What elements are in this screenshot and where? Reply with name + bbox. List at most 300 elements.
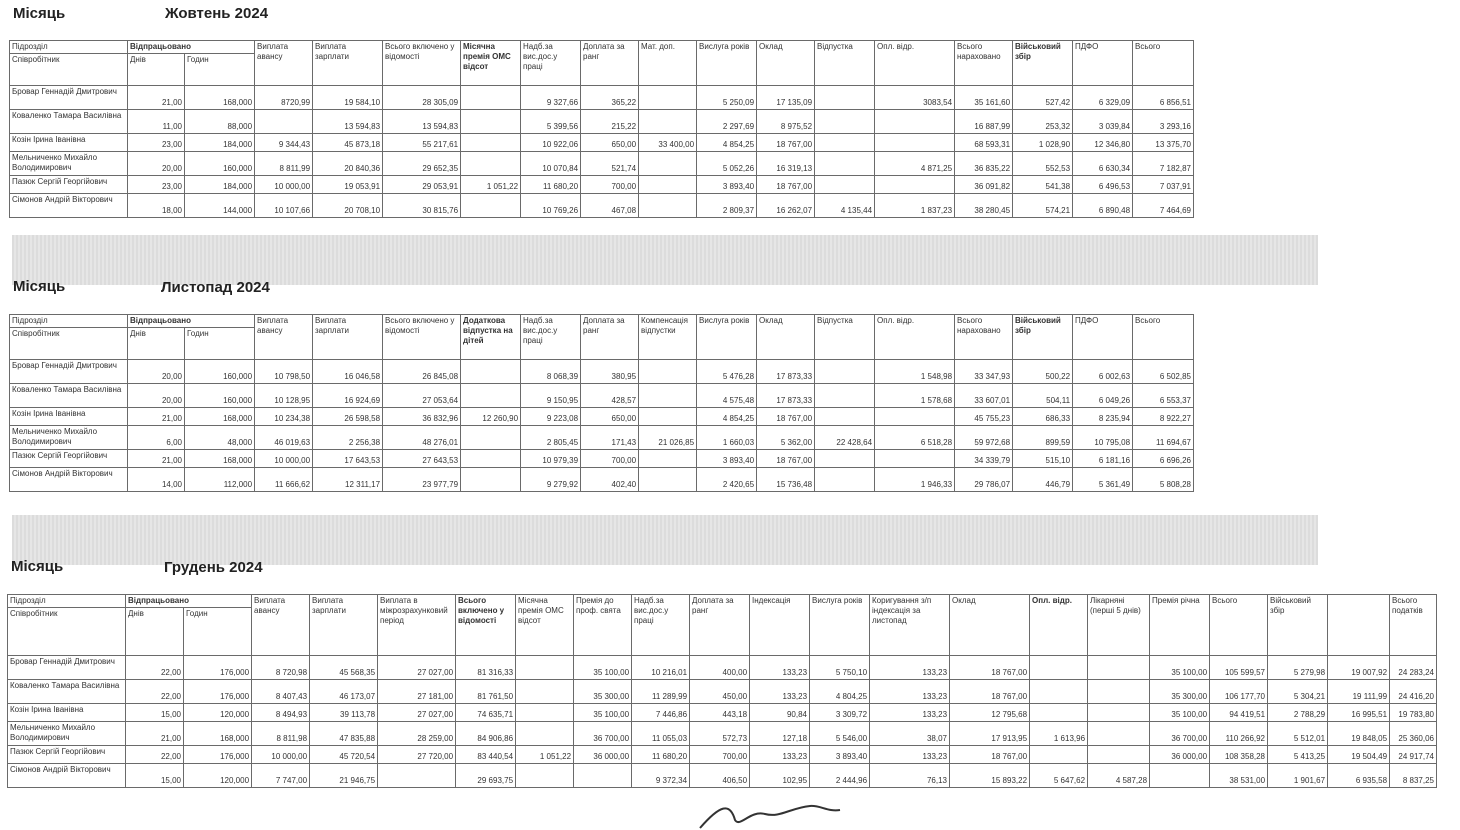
- table-cell: 2 256,38: [313, 426, 383, 450]
- table-cell: 35 100,00: [1150, 704, 1210, 722]
- table-cell: 17 643,53: [313, 450, 383, 468]
- table-cell: [461, 86, 521, 110]
- table-cell: 27 181,00: [378, 680, 456, 704]
- table-cell: [815, 134, 875, 152]
- table-cell: 14,00: [128, 468, 185, 492]
- table-cell: 11 680,20: [632, 746, 690, 764]
- table-cell: 1 548,98: [875, 360, 955, 384]
- table-cell: 36 000,00: [574, 746, 632, 764]
- header-column: Оклад: [757, 41, 815, 86]
- table-cell: 35 100,00: [574, 656, 632, 680]
- table-cell: 1 660,03: [697, 426, 757, 450]
- table-cell: 10 000,00: [255, 450, 313, 468]
- table-cell: 6 856,51: [1133, 86, 1194, 110]
- employee-name: Коваленко Тамара Василівна: [8, 680, 126, 704]
- table-cell: 5 647,62: [1030, 764, 1088, 788]
- table-cell: 700,00: [581, 176, 639, 194]
- table-cell: 9 223,08: [521, 408, 581, 426]
- table-cell: [378, 764, 456, 788]
- table-cell: 6 696,26: [1133, 450, 1194, 468]
- table-cell: 20 840,36: [313, 152, 383, 176]
- header-employee: Співробітник: [10, 54, 128, 86]
- table-cell: 11 289,99: [632, 680, 690, 704]
- header-column: Всього включено у відомості: [456, 595, 516, 656]
- table-cell: 18 767,00: [757, 450, 815, 468]
- table-cell: 133,23: [750, 746, 810, 764]
- header-worked: Відпрацьовано: [126, 595, 252, 608]
- table-cell: 133,23: [750, 656, 810, 680]
- table-cell: 35 300,00: [574, 680, 632, 704]
- header-column: Доплата за ранг: [581, 315, 639, 360]
- table-cell: [1030, 656, 1088, 680]
- table-cell: [639, 86, 697, 110]
- table-cell: 16 319,13: [757, 152, 815, 176]
- table-cell: 9 327,66: [521, 86, 581, 110]
- table-cell: 20,00: [128, 360, 185, 384]
- table-cell: 160,000: [185, 384, 255, 408]
- header-column: Оклад: [757, 315, 815, 360]
- table-cell: 36 700,00: [574, 722, 632, 746]
- table-cell: 5 361,49: [1073, 468, 1133, 492]
- table-cell: 10 107,66: [255, 194, 313, 218]
- table-cell: 3 893,40: [697, 450, 757, 468]
- table-cell: 127,18: [750, 722, 810, 746]
- table-cell: 18,00: [128, 194, 185, 218]
- header-column: Відпустка: [815, 315, 875, 360]
- table-cell: 2 420,65: [697, 468, 757, 492]
- header-column: Коригування з/п індексація за листопад: [870, 595, 950, 656]
- table-cell: 26 845,08: [383, 360, 461, 384]
- table-cell: 4 854,25: [697, 134, 757, 152]
- table-cell: 215,22: [581, 110, 639, 134]
- table-cell: 23,00: [128, 134, 185, 152]
- table-cell: 18 767,00: [757, 176, 815, 194]
- table-cell: [1088, 722, 1150, 746]
- header-column: Всього включено у відомості: [383, 315, 461, 360]
- table-cell: [461, 468, 521, 492]
- table-cell: 36 700,00: [1150, 722, 1210, 746]
- table-cell: 7 182,87: [1133, 152, 1194, 176]
- table-cell: 33 607,01: [955, 384, 1013, 408]
- table-cell: 12 311,17: [313, 468, 383, 492]
- table-cell: 160,000: [185, 152, 255, 176]
- table-row: [10, 384, 1194, 408]
- table-cell: [1030, 746, 1088, 764]
- table-cell: 18 767,00: [950, 656, 1030, 680]
- table-cell: [1088, 656, 1150, 680]
- table-cell: [815, 86, 875, 110]
- table-cell: 22,00: [126, 746, 184, 764]
- table-cell: 521,74: [581, 152, 639, 176]
- table-cell: 5 279,98: [1268, 656, 1328, 680]
- table-cell: 133,23: [870, 746, 950, 764]
- table-cell: 184,000: [185, 134, 255, 152]
- table-cell: 1 901,67: [1268, 764, 1328, 788]
- table-cell: 504,11: [1013, 384, 1073, 408]
- table-cell: 5 304,21: [1268, 680, 1328, 704]
- employee-name: Бровар Геннадій Дмитрович: [8, 656, 126, 680]
- table-cell: 35 100,00: [574, 704, 632, 722]
- header-column: Всього нараховано: [955, 41, 1013, 86]
- table-cell: 22,00: [126, 656, 184, 680]
- table-cell: 2 788,29: [1268, 704, 1328, 722]
- table-cell: 686,33: [1013, 408, 1073, 426]
- table-cell: 8 975,52: [757, 110, 815, 134]
- table-cell: 1 051,22: [516, 746, 574, 764]
- table-cell: 2 805,45: [521, 426, 581, 450]
- table-cell: 6 181,16: [1073, 450, 1133, 468]
- table-cell: 102,95: [750, 764, 810, 788]
- header-hours: Годин: [185, 328, 255, 360]
- header-column: Опл. відр.: [1030, 595, 1088, 656]
- table-cell: 105 599,57: [1210, 656, 1268, 680]
- header-column: Вислуга років: [697, 315, 757, 360]
- table-cell: 18 767,00: [757, 408, 815, 426]
- table-cell: 8 068,39: [521, 360, 581, 384]
- table-cell: 38 280,45: [955, 194, 1013, 218]
- table-cell: [815, 468, 875, 492]
- header-column: Надб.за вис.дос.у праці: [521, 41, 581, 86]
- employee-name: Пазюк Сергій Георгійович: [10, 450, 128, 468]
- table-cell: 8 407,43: [252, 680, 310, 704]
- table-cell: 28 259,00: [378, 722, 456, 746]
- table-cell: 9 279,92: [521, 468, 581, 492]
- table-cell: 16 262,07: [757, 194, 815, 218]
- table-cell: 650,00: [581, 408, 639, 426]
- table-cell: 8 235,94: [1073, 408, 1133, 426]
- table-cell: 19 848,05: [1328, 722, 1390, 746]
- table-cell: 2 444,96: [810, 764, 870, 788]
- header-column: Мат. доп.: [639, 41, 697, 86]
- table-cell: [815, 176, 875, 194]
- table-cell: 29 693,75: [456, 764, 516, 788]
- table-cell: 7 446,86: [632, 704, 690, 722]
- table-cell: 443,18: [690, 704, 750, 722]
- table-cell: 6 518,28: [875, 426, 955, 450]
- employee-name: Козін Ірина Іванівна: [10, 408, 128, 426]
- table-cell: 35 161,60: [955, 86, 1013, 110]
- table-cell: [461, 152, 521, 176]
- table-cell: 899,59: [1013, 426, 1073, 450]
- table-cell: 541,38: [1013, 176, 1073, 194]
- header-column: Виплата зарплати: [310, 595, 378, 656]
- table-cell: 467,08: [581, 194, 639, 218]
- table-cell: 1 837,23: [875, 194, 955, 218]
- header-column: Вислуга років: [697, 41, 757, 86]
- table-cell: [1088, 746, 1150, 764]
- table-cell: 428,57: [581, 384, 639, 408]
- table-cell: 55 217,61: [383, 134, 461, 152]
- table-cell: 500,22: [1013, 360, 1073, 384]
- table-cell: 8 811,98: [252, 722, 310, 746]
- header-column: Виплата в міжрозрахунковий період: [378, 595, 456, 656]
- header-column: ПДФО: [1073, 41, 1133, 86]
- table-cell: 18 767,00: [950, 746, 1030, 764]
- employee-name: Пазюк Сергій Георгійович: [8, 746, 126, 764]
- table-cell: 11 694,67: [1133, 426, 1194, 450]
- header-days: Днів: [128, 54, 185, 86]
- table-cell: 15 736,48: [757, 468, 815, 492]
- table-row: [10, 194, 1194, 218]
- table-cell: 10 795,08: [1073, 426, 1133, 450]
- table-cell: 17 873,33: [757, 384, 815, 408]
- header-column: Місячна премія ОМС відсот: [461, 41, 521, 86]
- table-cell: 380,95: [581, 360, 639, 384]
- table-cell: 16 887,99: [955, 110, 1013, 134]
- table-cell: 45 568,35: [310, 656, 378, 680]
- table-cell: 7 747,00: [252, 764, 310, 788]
- table-row: [10, 408, 1194, 426]
- table-cell: 19 504,49: [1328, 746, 1390, 764]
- table-row: [10, 86, 1194, 110]
- table-cell: 12 795,68: [950, 704, 1030, 722]
- table-cell: 21,00: [128, 450, 185, 468]
- table-cell: 35 300,00: [1150, 680, 1210, 704]
- signature: [690, 800, 850, 830]
- header-column: Виплата авансу: [252, 595, 310, 656]
- table-cell: [639, 110, 697, 134]
- header-worked: Відпрацьовано: [128, 41, 255, 54]
- table-row: [10, 176, 1194, 194]
- table-cell: 74 635,71: [456, 704, 516, 722]
- table-cell: 12 260,90: [461, 408, 521, 426]
- table-cell: 168,000: [184, 722, 252, 746]
- table-cell: 133,23: [870, 656, 950, 680]
- table-cell: 5 399,56: [521, 110, 581, 134]
- header-column: ПДФО: [1073, 315, 1133, 360]
- table-cell: 24 917,74: [1390, 746, 1437, 764]
- table-cell: 6 890,48: [1073, 194, 1133, 218]
- table-cell: 5 476,28: [697, 360, 757, 384]
- table-cell: [875, 134, 955, 152]
- table-cell: 11,00: [128, 110, 185, 134]
- table-row: [8, 680, 1437, 704]
- table-cell: 19 053,91: [313, 176, 383, 194]
- header-column: Всього включено у відомості: [383, 41, 461, 86]
- table-cell: 47 835,88: [310, 722, 378, 746]
- employee-name: Коваленко Тамара Василівна: [10, 110, 128, 134]
- table-cell: 8 922,27: [1133, 408, 1194, 426]
- table-cell: [461, 134, 521, 152]
- header-column: Додаткова відпустка на дітей: [461, 315, 521, 360]
- table-cell: 16 046,58: [313, 360, 383, 384]
- table-cell: 16 995,51: [1328, 704, 1390, 722]
- table-cell: 16 924,69: [313, 384, 383, 408]
- table-cell: 27 053,64: [383, 384, 461, 408]
- table-cell: 33 400,00: [639, 134, 697, 152]
- table-cell: 4 871,25: [875, 152, 955, 176]
- header-column: Виплата авансу: [255, 41, 313, 86]
- table-cell: 8720,99: [255, 86, 313, 110]
- table-cell: 13 594,83: [383, 110, 461, 134]
- table-cell: 22 428,64: [815, 426, 875, 450]
- table-cell: 176,000: [184, 656, 252, 680]
- table-cell: 27 643,53: [383, 450, 461, 468]
- table-cell: 5 250,09: [697, 86, 757, 110]
- table-cell: 110 266,92: [1210, 722, 1268, 746]
- redacted-bar: [12, 515, 1318, 565]
- table-cell: 10 922,06: [521, 134, 581, 152]
- table-cell: 9 150,95: [521, 384, 581, 408]
- table-cell: 17 135,09: [757, 86, 815, 110]
- employee-name: Сімонов Андрій Вікторович: [10, 194, 128, 218]
- header-column: Всього: [1133, 41, 1194, 86]
- table-cell: 171,43: [581, 426, 639, 450]
- table-cell: [461, 194, 521, 218]
- table-cell: 88,000: [185, 110, 255, 134]
- table-cell: 6 002,63: [1073, 360, 1133, 384]
- table-cell: 8 837,25: [1390, 764, 1437, 788]
- header-column: Премія до проф. свята: [574, 595, 632, 656]
- table-cell: 168,000: [185, 408, 255, 426]
- header-column: Доплата за ранг: [581, 41, 639, 86]
- table-cell: 10 000,00: [252, 746, 310, 764]
- table-cell: 11 680,20: [521, 176, 581, 194]
- table-cell: [255, 110, 313, 134]
- table-row: [10, 152, 1194, 176]
- table-cell: 22,00: [126, 680, 184, 704]
- employee-name: Козін Ірина Іванівна: [8, 704, 126, 722]
- table-cell: 10 128,95: [255, 384, 313, 408]
- table-cell: [815, 384, 875, 408]
- table-cell: 36 835,22: [955, 152, 1013, 176]
- table-cell: 68 593,31: [955, 134, 1013, 152]
- table-cell: 11 666,62: [255, 468, 313, 492]
- table-row: [10, 134, 1194, 152]
- header-worked: Відпрацьовано: [128, 315, 255, 328]
- table-cell: 650,00: [581, 134, 639, 152]
- header-hours: Годин: [185, 54, 255, 86]
- header-column: Військовий збір: [1013, 41, 1073, 86]
- table-cell: [815, 152, 875, 176]
- header-employee: Співробітник: [10, 328, 128, 360]
- table-cell: 176,000: [184, 680, 252, 704]
- employee-name: Мельниченко Михайло Володимирович: [10, 426, 128, 450]
- table-cell: [516, 656, 574, 680]
- header-column: Надб.за вис.дос.у праці: [632, 595, 690, 656]
- employee-name: Сімонов Андрій Вікторович: [8, 764, 126, 788]
- table-cell: 19 111,99: [1328, 680, 1390, 704]
- table-cell: 21,00: [128, 408, 185, 426]
- table-cell: [516, 722, 574, 746]
- table-cell: 39 113,78: [310, 704, 378, 722]
- table-cell: 34 339,79: [955, 450, 1013, 468]
- table-cell: 6 630,34: [1073, 152, 1133, 176]
- table-cell: 15 893,22: [950, 764, 1030, 788]
- table-cell: 2 809,37: [697, 194, 757, 218]
- table-cell: 46 173,07: [310, 680, 378, 704]
- table-cell: [639, 176, 697, 194]
- table-cell: 12 346,80: [1073, 134, 1133, 152]
- table-cell: [815, 110, 875, 134]
- table-cell: 10 070,84: [521, 152, 581, 176]
- table-cell: 38,07: [870, 722, 950, 746]
- table-cell: 5 413,25: [1268, 746, 1328, 764]
- table-cell: 3083,54: [875, 86, 955, 110]
- header-column: Всього нараховано: [955, 315, 1013, 360]
- table-cell: 4 575,48: [697, 384, 757, 408]
- table-cell: 21 946,75: [310, 764, 378, 788]
- header-column: Опл. відр.: [875, 315, 955, 360]
- redacted-bar: [12, 235, 1318, 285]
- table-cell: 6 329,09: [1073, 86, 1133, 110]
- table-cell: 365,22: [581, 86, 639, 110]
- table-cell: 6 502,85: [1133, 360, 1194, 384]
- table-cell: 406,50: [690, 764, 750, 788]
- table-cell: [461, 360, 521, 384]
- employee-name: Сімонов Андрій Вікторович: [10, 468, 128, 492]
- table-cell: 10 234,38: [255, 408, 313, 426]
- header-subdivision: Підрозділ: [8, 595, 126, 608]
- header-column: Всього податків: [1390, 595, 1437, 656]
- table-cell: 6 049,26: [1073, 384, 1133, 408]
- header-hours: Годин: [184, 608, 252, 656]
- header-column: Всього: [1133, 315, 1194, 360]
- header-column: Виплата зарплати: [313, 315, 383, 360]
- table-cell: 1 051,22: [461, 176, 521, 194]
- table-cell: 9 372,34: [632, 764, 690, 788]
- table-cell: 7 464,69: [1133, 194, 1194, 218]
- table-cell: 17 913,95: [950, 722, 1030, 746]
- table-cell: [815, 360, 875, 384]
- table-cell: 81 761,50: [456, 680, 516, 704]
- table-cell: 25 360,06: [1390, 722, 1437, 746]
- employee-name: Бровар Геннадій Дмитрович: [10, 360, 128, 384]
- table-cell: [1030, 704, 1088, 722]
- table-cell: 21,00: [126, 722, 184, 746]
- table-cell: [875, 176, 955, 194]
- table-cell: 4 854,25: [697, 408, 757, 426]
- header-column: Військовий збір: [1268, 595, 1328, 656]
- header-column: Відпустка: [815, 41, 875, 86]
- table-cell: [1150, 764, 1210, 788]
- table-cell: 3 893,40: [697, 176, 757, 194]
- header-column: [1328, 595, 1390, 656]
- table-cell: 133,23: [750, 680, 810, 704]
- table-cell: 13 594,83: [313, 110, 383, 134]
- table-row: [8, 764, 1437, 788]
- table-cell: [516, 704, 574, 722]
- table-cell: [1088, 680, 1150, 704]
- table-cell: 8 811,99: [255, 152, 313, 176]
- table-cell: 1 578,68: [875, 384, 955, 408]
- header-employee: Співробітник: [8, 608, 126, 656]
- table-cell: [875, 408, 955, 426]
- table-cell: 46 019,63: [255, 426, 313, 450]
- table-cell: 176,000: [184, 746, 252, 764]
- table-cell: 48,000: [185, 426, 255, 450]
- header-column: Військовий збір: [1013, 315, 1073, 360]
- table-cell: 83 440,54: [456, 746, 516, 764]
- table-cell: [1030, 680, 1088, 704]
- table-cell: 133,23: [870, 680, 950, 704]
- table-cell: 20,00: [128, 384, 185, 408]
- table-cell: 120,000: [184, 704, 252, 722]
- table-cell: 106 177,70: [1210, 680, 1268, 704]
- table-cell: [815, 450, 875, 468]
- table-cell: 35 100,00: [1150, 656, 1210, 680]
- table-cell: 3 039,84: [1073, 110, 1133, 134]
- table-cell: [461, 450, 521, 468]
- table-cell: 24 283,24: [1390, 656, 1437, 680]
- table-cell: [639, 468, 697, 492]
- table-cell: 59 972,68: [955, 426, 1013, 450]
- header-days: Днів: [128, 328, 185, 360]
- table-cell: 574,21: [1013, 194, 1073, 218]
- table-cell: [461, 426, 521, 450]
- table-cell: 24 416,20: [1390, 680, 1437, 704]
- table-row: [10, 110, 1194, 134]
